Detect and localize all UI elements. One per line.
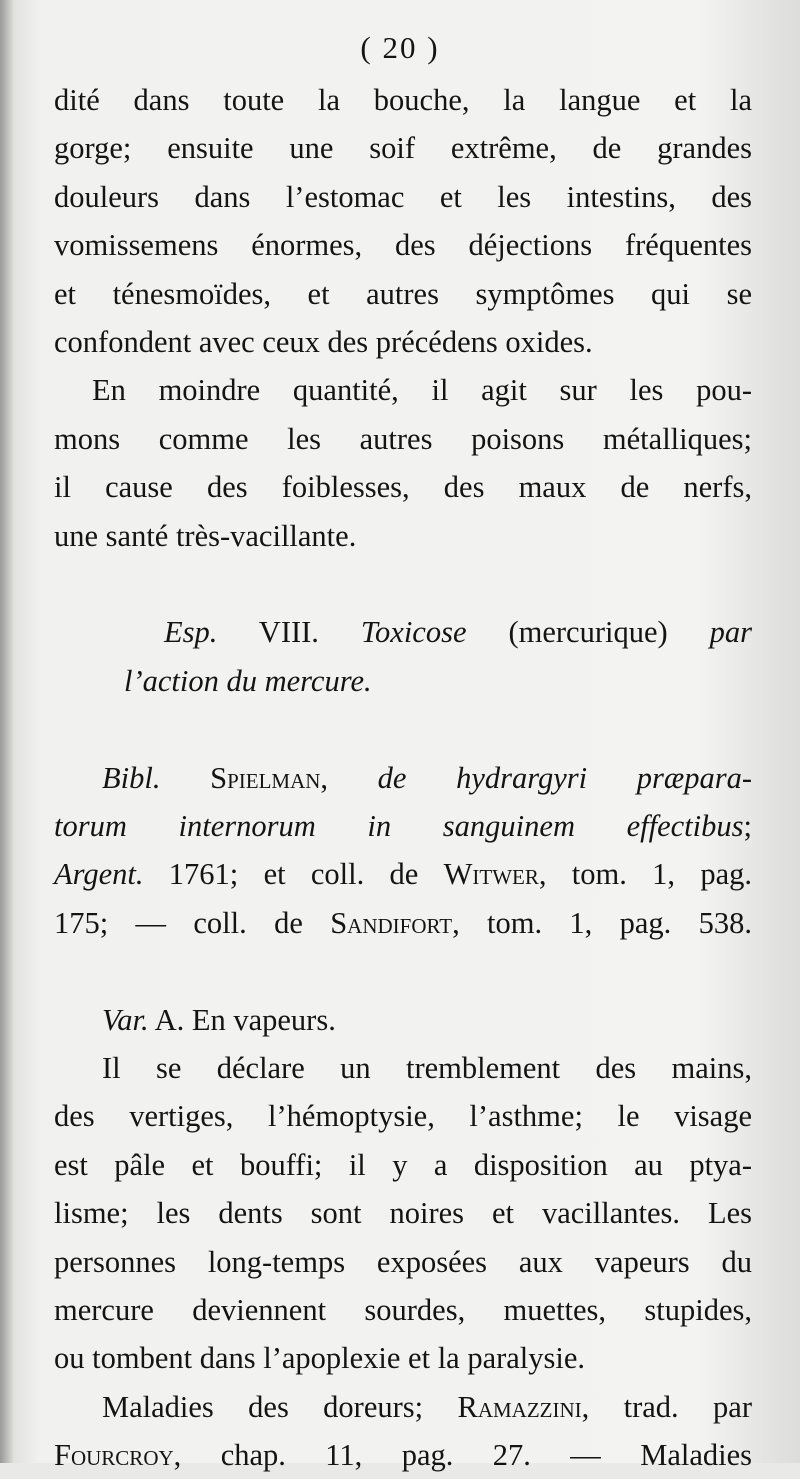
page-number: ( 20 ) [360,30,440,65]
text-segment: 175; — coll. de [54,905,331,940]
text-segment: vomissemens énormes, des déjections fréquentes [54,228,752,263]
text-segment: A. En vapeurs. [148,1002,336,1037]
text-segment: Bibl. [102,760,161,795]
text-segment: ou tombent dans l’apoplexie et la paralysie. [54,1341,586,1376]
text-line [54,1189,752,1237]
text-line [54,124,752,172]
text-segment: l’action du mercure. [124,663,372,698]
text-line [54,415,752,463]
text-line [54,850,752,898]
text-line [102,1044,752,1092]
text-segment: est pâle et bouffi; il y a disposition au ptya- [54,1147,752,1182]
text-segment: mons comme les autres poisons métalliques; [54,421,752,456]
text-line [102,1383,752,1431]
text-segment: confondent avec ceux des précédens oxides. [54,325,593,359]
text-segment: , tom. 1, pag. [538,857,752,892]
text-line [54,802,752,850]
text-segment: Il se déclare un tremblement des mains, [102,1051,752,1085]
text-segment: lisme; les dents sont noires et vacillantes. Les [54,1196,752,1231]
text-segment: mercure deviennent sourdes, muettes, stupides, [54,1293,752,1327]
text-segment: Ramazzini [457,1389,582,1424]
text-line [54,1092,752,1140]
text-line [54,318,752,366]
text-segment: (mercurique) [466,615,710,650]
text-segment: torum internorum in sanguinem effectibus [54,809,744,843]
text-segment: , tom. 1, pag. 538. [452,905,752,940]
text-segment: personnes long-temps exposées aux vapeurs du [54,1244,752,1279]
text-segment: gorge; ensuite une soif extrême, de grandes [54,131,752,166]
text-segment: par [709,615,752,650]
text-line [54,899,752,947]
text-line [124,657,752,705]
text-line [102,754,752,802]
text-segment: Spielman [210,760,321,795]
text-segment: ; [743,809,752,843]
text-segment: , chap. 11, pag. 27. — Maladies [173,1438,752,1473]
text-segment: il cause des foiblesses, des maux de nerfs, [54,470,752,505]
text-segment: des vertiges, l’hémoptysie, l’asthme; le visage [54,1099,752,1134]
text-line [102,996,752,1044]
text-line [54,173,752,221]
text-segment: , [320,760,378,795]
text-segment: VIII. [217,615,361,650]
text-segment: , trad. par [581,1389,752,1424]
text-segment: de hydrargyri præpara- [377,760,752,795]
text-segment: dité dans toute la bouche, la langue et la [54,83,752,117]
text-segment [160,761,210,795]
text-segment: Argent. [54,857,144,892]
text-line [54,1141,752,1189]
text-segment: Esp. [164,615,218,650]
text-segment: Var. [102,1002,149,1037]
text-line [54,463,752,511]
spine-shadow [0,0,14,1463]
text-segment: Fourcroy [54,1438,174,1473]
text-line [54,221,752,269]
text-segment: douleurs dans l’estomac et les intestins, des [54,179,752,214]
text-segment: et ténesmoïdes, et autres symptômes qui se [54,276,752,311]
text-line [54,1431,752,1479]
text-line [164,608,752,656]
text-line [92,366,752,414]
text-segment: Sandifort [330,905,453,940]
text-line [54,512,752,560]
text-line [54,270,752,318]
text-segment: En moindre quantité, il agit sur les pou- [92,373,752,408]
text-line [54,1286,752,1334]
text-line [54,1334,752,1382]
text-segment: une santé très-vacillante. [54,518,357,553]
text-line [54,76,752,124]
text-segment: Maladies des doreurs; [102,1389,458,1424]
text-segment: 1761; et coll. de [143,857,444,892]
text-segment: Witwer [443,857,539,892]
text-segment: Toxicose [360,615,467,650]
text-line [54,1238,752,1286]
